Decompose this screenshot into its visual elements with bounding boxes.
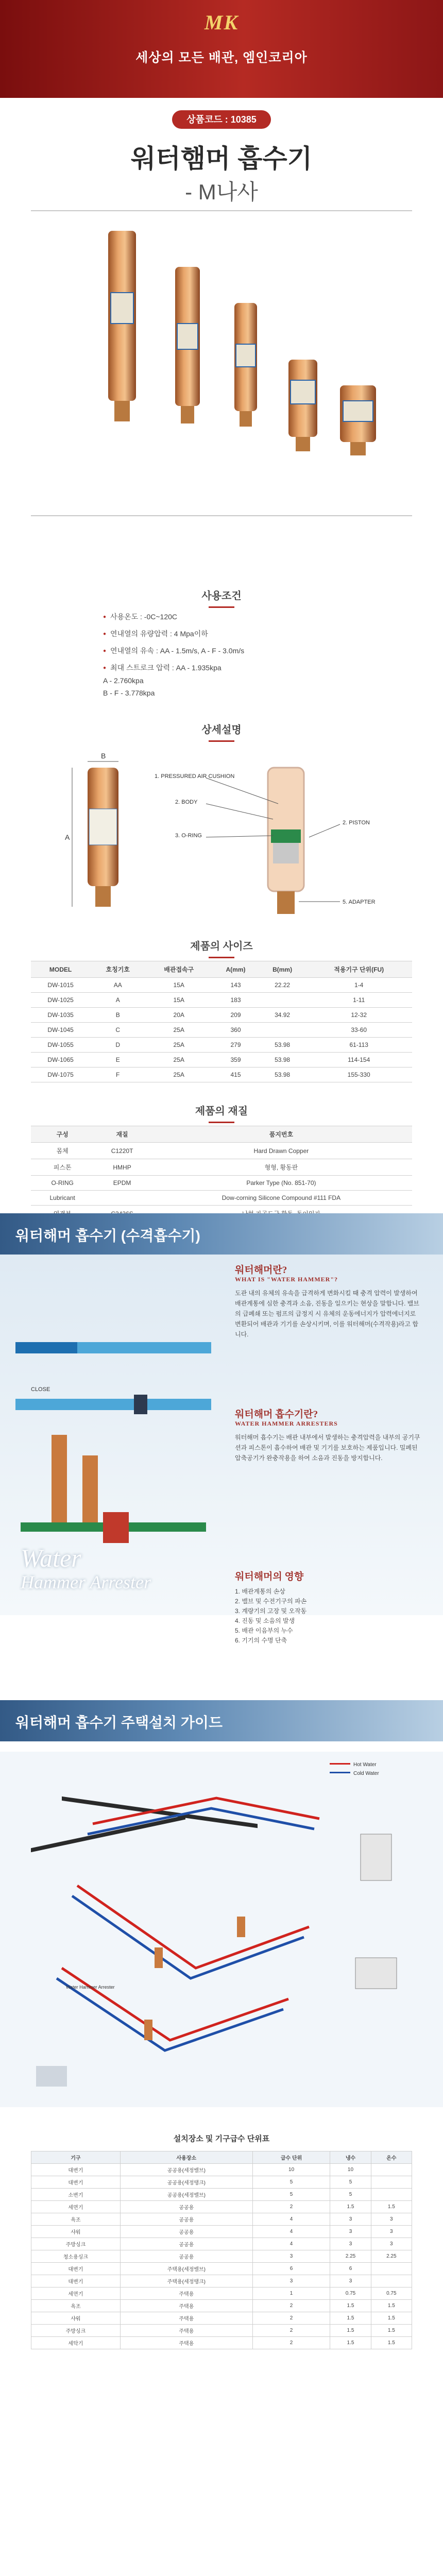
column-header: 적용기구 단위(FU)	[305, 961, 412, 978]
what-is-subtitle: WHAT IS "WATER HAMMER"?	[235, 1276, 338, 1283]
table-cell: 1.5	[371, 2337, 412, 2349]
dim-a-label: A	[65, 833, 70, 841]
size-table-body	[31, 978, 412, 1082]
table-cell: 15A	[145, 993, 212, 1008]
legend-item-hot	[330, 1762, 379, 1768]
table-cell: 0.75	[371, 2287, 412, 2300]
column-header: 품지번호	[150, 1126, 412, 1143]
table-row	[31, 1067, 412, 1082]
table-cell: O-RING	[31, 1176, 94, 1191]
table-cell: 소변기	[31, 2189, 121, 2201]
table-cell: 샤워	[31, 2312, 121, 2325]
table-cell: 4	[252, 2238, 330, 2250]
table-cell: 주택용(세정탱크)	[120, 2275, 252, 2287]
table-cell: 0.75	[330, 2287, 371, 2300]
table-cell: 공공용	[120, 2213, 252, 2226]
product-title: 워터햄머 흡수기	[131, 144, 312, 173]
table-cell: 대변기	[31, 2263, 121, 2275]
table-cell: 1-4	[305, 978, 412, 993]
table-cell: 1.5	[330, 2325, 371, 2337]
table-cell: DW-1065	[31, 1053, 90, 1067]
effect-title: 워터해머의 영향	[235, 1571, 304, 1582]
table-row	[31, 1191, 412, 1206]
table-row	[31, 1008, 412, 1023]
table-cell: 279	[212, 1038, 259, 1053]
table-cell: Hard Drawn Copper	[150, 1143, 412, 1159]
section-banner-title: 워터해머 흡수기 주택설치 가이드	[15, 1715, 223, 1731]
table-cell: 3	[330, 2213, 371, 2226]
legend-item-cold	[330, 1771, 379, 1776]
table-row	[31, 1038, 412, 1053]
table-row	[31, 2300, 412, 2312]
effect-item: 1. 배관계통의 손상	[235, 1588, 285, 1595]
table-row	[31, 1053, 412, 1067]
table-cell: B	[90, 1008, 145, 1023]
section-banner	[0, 1213, 443, 1255]
table-row	[31, 2325, 412, 2337]
diagram-label: 5. ADAPTER	[343, 899, 376, 905]
close-label: CLOSE	[31, 1386, 50, 1393]
table-cell: 6	[330, 2263, 371, 2275]
table-cell: 20A	[145, 1008, 212, 1023]
detail-heading: 상세설명	[0, 721, 443, 742]
column-header: 구성	[31, 1126, 94, 1143]
condition-item: ● 사용온도 : -0C~120C	[103, 611, 350, 623]
hero-banner	[0, 0, 443, 98]
table-header-row	[31, 961, 412, 978]
table-row	[31, 2312, 412, 2325]
table-cell	[94, 1191, 150, 1206]
table-cell: 415	[212, 1067, 259, 1082]
table-cell: 25A	[145, 1038, 212, 1053]
table-cell: 155-330	[305, 1067, 412, 1082]
table-cell	[259, 1023, 306, 1038]
table-cell: 34.92	[259, 1008, 306, 1023]
table-cell: 53.98	[259, 1067, 306, 1082]
table-cell: 공공용	[120, 2226, 252, 2238]
table-cell: 1.5	[330, 2312, 371, 2325]
product-subtitle: - M나사	[185, 180, 258, 204]
install-table-title: 설치장소 및 기구급수 단위표	[173, 2134, 270, 2143]
table-cell: 공공용(세정밸브)	[120, 2189, 252, 2201]
column-header: MODEL	[31, 961, 90, 978]
table-cell: 12-32	[305, 1008, 412, 1023]
divider	[31, 515, 412, 516]
install-table-body	[31, 2164, 412, 2349]
table-cell: 143	[212, 978, 259, 993]
table-row	[31, 2250, 412, 2263]
divider	[31, 210, 412, 211]
table-cell: 1	[252, 2287, 330, 2300]
table-cell: 주택용	[120, 2325, 252, 2337]
table-cell: 공공용	[120, 2201, 252, 2213]
column-header: 급수 단위	[252, 2151, 330, 2164]
material-table-heading: 제품의 재질	[0, 1103, 443, 1123]
table-header-row	[31, 2151, 412, 2164]
table-cell	[371, 2263, 412, 2275]
table-cell: 1.5	[330, 2201, 371, 2213]
table-cell: 샤워	[31, 2226, 121, 2238]
table-cell: 53.98	[259, 1038, 306, 1053]
column-header: B(mm)	[259, 961, 306, 978]
table-cell: 4	[252, 2213, 330, 2226]
table-cell: DW-1045	[31, 1023, 90, 1038]
cutaway-diagram	[31, 747, 412, 917]
table-row	[31, 2213, 412, 2226]
legend-label: Hot Water	[353, 1762, 377, 1768]
table-cell: 대변기	[31, 2176, 121, 2189]
table-cell: 25A	[145, 1023, 212, 1038]
table-cell: 209	[212, 1008, 259, 1023]
house-piping-diagram	[0, 1752, 443, 2107]
table-cell: 2.25	[330, 2250, 371, 2263]
table-row	[31, 2176, 412, 2189]
table-cell: DW-1075	[31, 1067, 90, 1082]
table-cell: 3	[330, 2226, 371, 2238]
table-row	[31, 2201, 412, 2213]
table-cell: 세면기	[31, 2201, 121, 2213]
section-banner	[0, 1700, 443, 1741]
table-cell: DW-1035	[31, 1008, 90, 1023]
table-row	[31, 2337, 412, 2349]
table-cell: 공공용	[120, 2250, 252, 2263]
column-header: 호칭기호	[90, 961, 145, 978]
table-cell: 3	[371, 2213, 412, 2226]
table-cell: HMHP	[94, 1159, 150, 1176]
table-cell: EPDM	[94, 1176, 150, 1191]
table-row	[31, 978, 412, 993]
table-cell: 5	[330, 2176, 371, 2189]
table-cell: 주택용	[120, 2287, 252, 2300]
arrester-title: 워터해머 흡수기란?	[235, 1409, 318, 1420]
table-cell: 183	[212, 993, 259, 1008]
dim-b-label: B	[101, 752, 106, 760]
table-cell: 2	[252, 2325, 330, 2337]
table-cell: 공공용(세정탱크)	[120, 2176, 252, 2189]
table-row	[31, 2226, 412, 2238]
table-row	[31, 1023, 412, 1038]
table-cell: 114-154	[305, 1053, 412, 1067]
table-cell: 33-60	[305, 1023, 412, 1038]
watermark-text: Hammer Arrester	[21, 1572, 151, 1592]
effect-item: 4. 진동 및 소음의 발생	[235, 1617, 295, 1624]
table-row	[31, 2275, 412, 2287]
table-cell: 욕조	[31, 2300, 121, 2312]
table-cell: 3	[252, 2250, 330, 2263]
section-banner-title: 워터해머 흡수기 (수격흡수기)	[15, 1228, 200, 1244]
table-cell: Dow-corning Silicone Compound #111 FDA	[150, 1191, 412, 1206]
table-cell: 주택용(세정밸브)	[120, 2263, 252, 2275]
column-header: 냉수	[330, 2151, 371, 2164]
table-cell: 3	[371, 2238, 412, 2250]
table-cell	[371, 2176, 412, 2189]
table-cell: DW-1055	[31, 1038, 90, 1053]
product-code-badge: 상품코드 : 10385	[172, 110, 271, 129]
table-cell: 2	[252, 2201, 330, 2213]
table-cell: Parker Type (No. 851-70)	[150, 1176, 412, 1191]
table-cell: 1.5	[371, 2312, 412, 2325]
table-cell: 대변기	[31, 2164, 121, 2176]
table-row	[31, 2238, 412, 2250]
diagram-label: 3. O-RING	[175, 833, 202, 839]
column-header: 배관접속구	[145, 961, 212, 978]
table-cell	[371, 2189, 412, 2201]
conditions-heading: 사용조건	[0, 587, 443, 608]
table-cell: 2	[252, 2312, 330, 2325]
table-cell: 주택용	[120, 2300, 252, 2312]
diagram-label: 2. BODY	[175, 799, 198, 805]
table-cell: 25A	[145, 1053, 212, 1067]
table-cell: 1.5	[330, 2300, 371, 2312]
table-cell: 주방싱크	[31, 2325, 121, 2337]
table-cell: F	[90, 1067, 145, 1082]
detail-diagram	[31, 747, 412, 917]
table-cell: 주택용	[120, 2337, 252, 2349]
table-cell: 형형, 황동판	[150, 1159, 412, 1176]
table-row	[31, 2189, 412, 2201]
condition-item: ● 연내열의 유속 : AA - 1.5m/s, A - F - 3.0m/s	[103, 645, 350, 657]
what-is-body: 도관 내의 유체의 유속을 급격하게 변화시킬 때 충격 압력이 발생하여 배관계통에 심한 충격과 소음, 진동을 일으키는 현상을 말합니다. 밸브의 급폐쇄 또는 펌프의 급정지 시 유체의 운동에너지가 압력에너지로 변환되어 배관과 기기를 손상시키며, 이를 워터해머(수격작용)라고 합니다.	[235, 1290, 419, 1338]
table-row	[31, 2287, 412, 2300]
table-cell: 360	[212, 1023, 259, 1038]
table-header-row	[31, 1126, 412, 1143]
table-cell: 주택용	[120, 2312, 252, 2325]
effect-list	[235, 1587, 306, 1646]
material-table	[31, 1126, 412, 1222]
table-cell: 53.98	[259, 1053, 306, 1067]
table-cell: Lubricant	[31, 1191, 94, 1206]
effect-item: 6. 기기의 수명 단축	[235, 1637, 287, 1644]
conditions-list	[103, 611, 350, 703]
table-cell	[371, 2275, 412, 2287]
install-table	[31, 2151, 412, 2349]
table-cell: 2	[252, 2300, 330, 2312]
table-cell: 욕조	[31, 2213, 121, 2226]
condition-item: ● 연내열의 유량압력 : 4 Mpa이하	[103, 628, 350, 640]
table-cell: 6	[252, 2263, 330, 2275]
arrester-subtitle: WATER HAMMER ARRESTERS	[235, 1420, 338, 1427]
table-cell: 공공용	[120, 2238, 252, 2250]
size-table	[31, 961, 412, 1082]
brand-logo: MK	[204, 11, 239, 34]
legend-label: Cold Water	[353, 1771, 379, 1776]
table-row	[31, 993, 412, 1008]
table-cell: 5	[252, 2189, 330, 2201]
table-cell: 4	[252, 2226, 330, 2238]
table-cell: 세면기	[31, 2287, 121, 2300]
column-header: 온수	[371, 2151, 412, 2164]
table-row	[31, 1176, 412, 1191]
table-cell: 5	[330, 2189, 371, 2201]
table-cell: 25A	[145, 1067, 212, 1082]
diagram-label: 2. PISTON	[343, 820, 370, 826]
column-header: 사용장소	[120, 2151, 252, 2164]
table-cell: 청소용싱크	[31, 2250, 121, 2263]
column-header: A(mm)	[212, 961, 259, 978]
table-cell: 몸체	[31, 1143, 94, 1159]
table-cell: 3	[371, 2226, 412, 2238]
table-cell: 3	[252, 2275, 330, 2287]
table-cell: 1.5	[371, 2201, 412, 2213]
column-header: 기구	[31, 2151, 121, 2164]
column-header: 재질	[94, 1126, 150, 1143]
table-cell: C	[90, 1023, 145, 1038]
table-cell: 61-113	[305, 1038, 412, 1053]
arrester-products-image	[31, 215, 412, 504]
table-cell: 대변기	[31, 2275, 121, 2287]
arrester-body: 워터해머 흡수기는 배관 내부에서 발생하는 충격압력을 내부의 공기쿠션과 피스톤이 흡수하여 배관 및 기기를 보호하는 제품입니다. 밀폐된 압축공기가 완충작용을 하여 소음과 진동을 방지합니다.	[235, 1434, 420, 1462]
watermark-text: Water	[21, 1544, 81, 1572]
table-cell: 1.5	[371, 2300, 412, 2312]
effect-item: 5. 배관 이음부의 누수	[235, 1627, 293, 1634]
table-row	[31, 1143, 412, 1159]
table-cell: E	[90, 1053, 145, 1067]
table-cell: D	[90, 1038, 145, 1053]
brand-tagline: 세상의 모든 배관, 엠인코리아	[135, 50, 308, 65]
table-cell: 5	[252, 2176, 330, 2189]
table-cell: 2	[252, 2337, 330, 2349]
table-cell: 세탁기	[31, 2337, 121, 2349]
arrester-callout: Water Hammer Arrester	[66, 1985, 115, 1990]
table-row	[31, 2263, 412, 2275]
table-cell: A	[90, 993, 145, 1008]
table-cell: C1220T	[94, 1143, 150, 1159]
table-cell: 1.5	[330, 2337, 371, 2349]
effect-item: 2. 밸브 및 수전기구의 파손	[235, 1598, 307, 1605]
table-cell: 10	[330, 2164, 371, 2176]
table-row	[31, 1159, 412, 1176]
table-cell: 주방싱크	[31, 2238, 121, 2250]
product-photo	[31, 215, 412, 504]
table-cell: 1.5	[371, 2325, 412, 2337]
pipe-legend	[330, 1762, 379, 1780]
condition-item: ● 최대 스트로크 압력 : AA - 1.935kpa A - 2.760kpa B - F - 3.778kpa	[103, 662, 350, 699]
install-guide-panel	[0, 1752, 443, 2107]
table-cell	[259, 993, 306, 1008]
table-cell: 359	[212, 1053, 259, 1067]
table-cell: 22.22	[259, 978, 306, 993]
table-row	[31, 2164, 412, 2176]
table-cell: 1-11	[305, 993, 412, 1008]
table-cell: 피스톤	[31, 1159, 94, 1176]
table-cell: DW-1025	[31, 993, 90, 1008]
diagram-label: 1. PRESSURED AIR CUSHION	[155, 773, 235, 779]
table-cell: AA	[90, 978, 145, 993]
effect-item: 3. 계량기의 고장 및 오작동	[235, 1607, 307, 1615]
table-cell: DW-1015	[31, 978, 90, 993]
table-cell: 3	[330, 2238, 371, 2250]
what-is-title: 워터해머란?	[235, 1265, 287, 1276]
material-table-body	[31, 1143, 412, 1222]
table-cell: 10	[252, 2164, 330, 2176]
table-cell: 공공용(세정밸브)	[120, 2164, 252, 2176]
size-table-heading: 제품의 사이즈	[0, 938, 443, 958]
table-cell	[371, 2164, 412, 2176]
table-cell: 3	[330, 2275, 371, 2287]
table-cell: 2.25	[371, 2250, 412, 2263]
table-cell: 15A	[145, 978, 212, 993]
